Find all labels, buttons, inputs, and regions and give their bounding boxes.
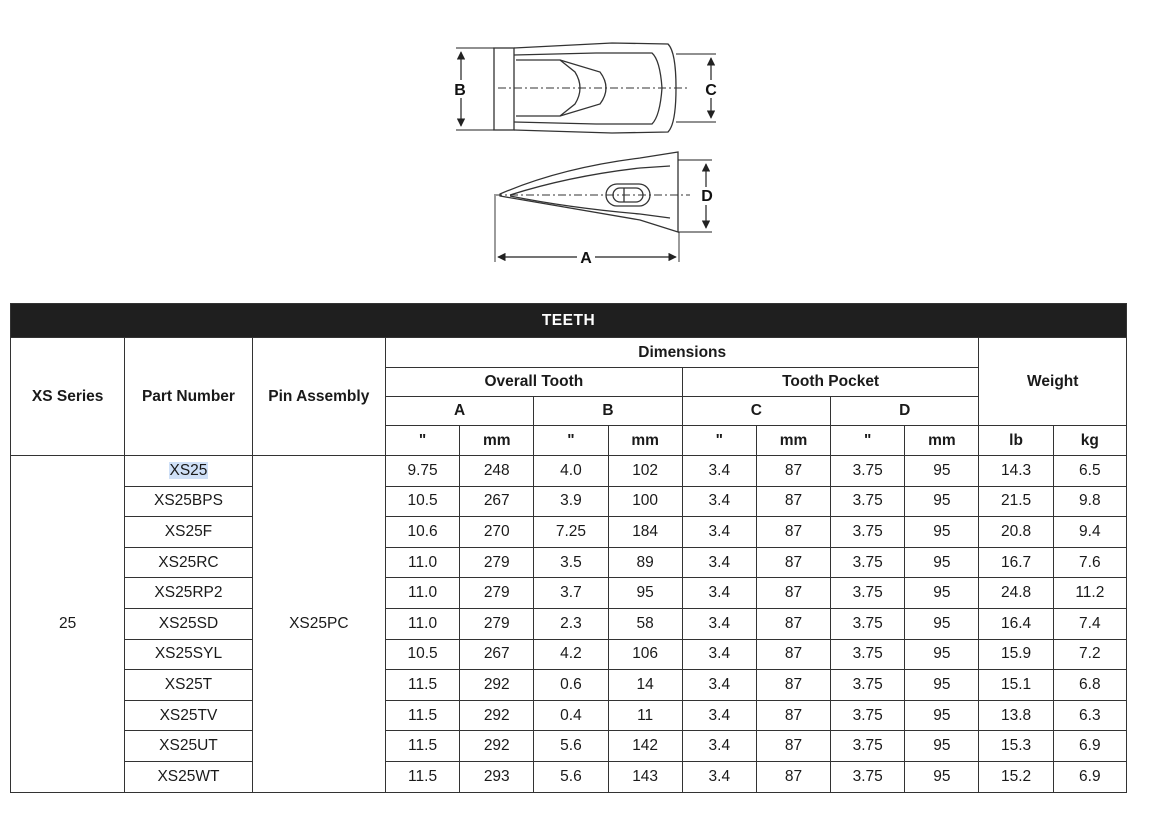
part-number-cell[interactable]	[125, 517, 252, 548]
label-a: A	[580, 250, 592, 267]
unit-d-mm: mm	[905, 426, 979, 456]
cell-lb: 15.1	[979, 670, 1053, 701]
cell-b-in: 3.5	[534, 547, 608, 578]
cell-d-in: 3.75	[831, 608, 905, 639]
cell-d-in: 3.75	[831, 547, 905, 578]
cell-lb: 20.8	[979, 517, 1053, 548]
table-body	[11, 456, 1127, 793]
series-cell: 25	[11, 456, 125, 793]
table-title: TEETH	[11, 304, 1127, 338]
cell-kg: 9.4	[1053, 517, 1126, 548]
cell-d-mm: 95	[905, 761, 979, 792]
cell-lb: 16.4	[979, 608, 1053, 639]
part-number-text: XS25T	[164, 675, 213, 693]
part-number-text: XS25RP2	[154, 584, 223, 602]
cell-c-in: 3.4	[682, 639, 756, 670]
cell-c-mm: 87	[756, 670, 830, 701]
cell-kg: 6.3	[1053, 700, 1126, 731]
cell-d-in: 3.75	[831, 517, 905, 548]
cell-b-mm: 95	[608, 578, 682, 609]
unit-a-mm: mm	[460, 426, 534, 456]
header-weight: Weight	[979, 338, 1127, 426]
cell-b-in: 5.6	[534, 731, 608, 762]
cell-a-mm: 267	[460, 486, 534, 517]
cell-b-mm: 100	[608, 486, 682, 517]
header-tooth-pocket: Tooth Pocket	[682, 368, 979, 397]
cell-lb: 16.7	[979, 547, 1053, 578]
cell-d-mm: 95	[905, 700, 979, 731]
part-number-text: XS25TV	[159, 706, 218, 724]
label-c: C	[705, 82, 717, 99]
cell-d-in: 3.75	[831, 670, 905, 701]
header-part-number: Part Number	[125, 338, 252, 456]
cell-d-mm: 95	[905, 486, 979, 517]
part-number-cell[interactable]	[125, 700, 252, 731]
cell-lb: 24.8	[979, 578, 1053, 609]
cell-c-in: 3.4	[682, 517, 756, 548]
cell-d-mm: 95	[905, 456, 979, 487]
cell-lb: 14.3	[979, 456, 1053, 487]
cell-d-mm: 95	[905, 578, 979, 609]
unit-b-in: "	[534, 426, 608, 456]
cell-a-in: 10.5	[385, 486, 459, 517]
cell-kg: 11.2	[1053, 578, 1126, 609]
cell-b-in: 7.25	[534, 517, 608, 548]
unit-kg: kg	[1053, 426, 1126, 456]
cell-d-in: 3.75	[831, 700, 905, 731]
part-number-cell[interactable]	[125, 547, 252, 578]
cell-d-mm: 95	[905, 608, 979, 639]
cell-d-in: 3.75	[831, 486, 905, 517]
cell-a-mm: 267	[460, 639, 534, 670]
cell-b-mm: 142	[608, 731, 682, 762]
cell-c-in: 3.4	[682, 731, 756, 762]
unit-c-in: "	[682, 426, 756, 456]
part-number-cell[interactable]	[125, 731, 252, 762]
unit-a-in: "	[385, 426, 459, 456]
cell-c-mm: 87	[756, 700, 830, 731]
cell-d-in: 3.75	[831, 456, 905, 487]
cell-a-mm: 279	[460, 547, 534, 578]
table-row	[11, 761, 1127, 792]
cell-c-in: 3.4	[682, 456, 756, 487]
cell-kg: 6.5	[1053, 456, 1126, 487]
cell-c-in: 3.4	[682, 700, 756, 731]
cell-b-in: 3.9	[534, 486, 608, 517]
cell-c-mm: 87	[756, 608, 830, 639]
cell-c-in: 3.4	[682, 578, 756, 609]
part-number-text: XS25SD	[158, 614, 219, 632]
part-number-cell[interactable]	[125, 639, 252, 670]
cell-kg: 6.8	[1053, 670, 1126, 701]
cell-d-mm: 95	[905, 517, 979, 548]
cell-d-mm: 95	[905, 670, 979, 701]
table-row	[11, 517, 1127, 548]
cell-a-in: 9.75	[385, 456, 459, 487]
cell-a-in: 11.0	[385, 547, 459, 578]
tooth-top-view	[494, 43, 690, 133]
cell-b-in: 0.6	[534, 670, 608, 701]
header-b: B	[534, 397, 682, 426]
cell-a-in: 10.5	[385, 639, 459, 670]
cell-kg: 7.6	[1053, 547, 1126, 578]
cell-kg: 7.2	[1053, 639, 1126, 670]
label-d: D	[701, 188, 713, 205]
cell-c-mm: 87	[756, 639, 830, 670]
cell-c-in: 3.4	[682, 608, 756, 639]
part-number-text: XS25SYL	[154, 645, 223, 663]
cell-lb: 15.3	[979, 731, 1053, 762]
cell-a-mm: 270	[460, 517, 534, 548]
cell-kg: 6.9	[1053, 761, 1126, 792]
part-number-cell[interactable]	[125, 578, 252, 609]
cell-c-in: 3.4	[682, 486, 756, 517]
cell-c-mm: 87	[756, 731, 830, 762]
cell-a-mm: 248	[460, 456, 534, 487]
cell-b-mm: 11	[608, 700, 682, 731]
cell-kg: 9.8	[1053, 486, 1126, 517]
table-row	[11, 700, 1127, 731]
teeth-spec-table	[10, 303, 1127, 793]
cell-a-mm: 293	[460, 761, 534, 792]
tooth-diagram	[440, 38, 740, 270]
unit-d-in: "	[831, 426, 905, 456]
cell-a-in: 11.0	[385, 608, 459, 639]
label-b: B	[454, 82, 466, 99]
header-pin-assembly: Pin Assembly	[252, 338, 385, 456]
cell-c-in: 3.4	[682, 670, 756, 701]
table-row	[11, 608, 1127, 639]
cell-b-in: 5.6	[534, 761, 608, 792]
cell-a-in: 11.5	[385, 731, 459, 762]
cell-b-in: 0.4	[534, 700, 608, 731]
cell-d-mm: 95	[905, 639, 979, 670]
part-number-text: XS25WT	[157, 767, 220, 785]
cell-d-mm: 95	[905, 547, 979, 578]
part-number-text: XS25	[169, 461, 208, 479]
cell-a-mm: 292	[460, 670, 534, 701]
part-number-cell[interactable]	[125, 670, 252, 701]
cell-b-mm: 143	[608, 761, 682, 792]
cell-b-in: 3.7	[534, 578, 608, 609]
part-number-cell[interactable]	[125, 761, 252, 792]
part-number-text: XS25BPS	[153, 492, 223, 510]
cell-c-in: 3.4	[682, 547, 756, 578]
cell-d-in: 3.75	[831, 578, 905, 609]
cell-d-in: 3.75	[831, 731, 905, 762]
cell-d-mm: 95	[905, 731, 979, 762]
cell-lb: 21.5	[979, 486, 1053, 517]
table-row	[11, 731, 1127, 762]
cell-c-mm: 87	[756, 486, 830, 517]
cell-a-mm: 292	[460, 700, 534, 731]
part-number-cell[interactable]	[125, 456, 252, 487]
cell-c-mm: 87	[756, 578, 830, 609]
cell-c-mm: 87	[756, 761, 830, 792]
cell-kg: 6.9	[1053, 731, 1126, 762]
table-row	[11, 456, 1127, 487]
cell-b-mm: 184	[608, 517, 682, 548]
cell-c-mm: 87	[756, 517, 830, 548]
unit-b-mm: mm	[608, 426, 682, 456]
part-number-cell[interactable]	[125, 608, 252, 639]
header-d: D	[831, 397, 979, 426]
cell-lb: 13.8	[979, 700, 1053, 731]
table-row	[11, 578, 1127, 609]
cell-a-in: 11.5	[385, 761, 459, 792]
header-overall-tooth: Overall Tooth	[385, 368, 682, 397]
cell-c-in: 3.4	[682, 761, 756, 792]
part-number-text: XS25RC	[158, 553, 219, 571]
cell-a-in: 11.0	[385, 578, 459, 609]
cell-d-in: 3.75	[831, 761, 905, 792]
cell-b-in: 2.3	[534, 608, 608, 639]
table-row	[11, 486, 1127, 517]
cell-lb: 15.2	[979, 761, 1053, 792]
cell-d-in: 3.75	[831, 639, 905, 670]
cell-b-mm: 58	[608, 608, 682, 639]
cell-a-in: 11.5	[385, 700, 459, 731]
header-series: XS Series	[11, 338, 125, 456]
cell-c-mm: 87	[756, 456, 830, 487]
cell-a-mm: 292	[460, 731, 534, 762]
cell-a-mm: 279	[460, 578, 534, 609]
tooth-side-view	[494, 152, 690, 232]
cell-b-in: 4.2	[534, 639, 608, 670]
unit-c-mm: mm	[756, 426, 830, 456]
cell-b-mm: 89	[608, 547, 682, 578]
header-dimensions: Dimensions	[385, 338, 979, 368]
table-row	[11, 639, 1127, 670]
cell-a-in: 11.5	[385, 670, 459, 701]
part-number-cell[interactable]	[125, 486, 252, 517]
cell-kg: 7.4	[1053, 608, 1126, 639]
table-row	[11, 670, 1127, 701]
part-number-text: XS25F	[164, 522, 213, 540]
cell-b-mm: 106	[608, 639, 682, 670]
header-a: A	[385, 397, 533, 426]
pin-assembly-cell: XS25PC	[252, 456, 385, 793]
cell-c-mm: 87	[756, 547, 830, 578]
part-number-text: XS25UT	[159, 737, 218, 755]
cell-b-mm: 102	[608, 456, 682, 487]
cell-b-mm: 14	[608, 670, 682, 701]
header-c: C	[682, 397, 830, 426]
cell-lb: 15.9	[979, 639, 1053, 670]
cell-b-in: 4.0	[534, 456, 608, 487]
cell-a-in: 10.6	[385, 517, 459, 548]
cell-a-mm: 279	[460, 608, 534, 639]
table-row	[11, 547, 1127, 578]
unit-lb: lb	[979, 426, 1053, 456]
